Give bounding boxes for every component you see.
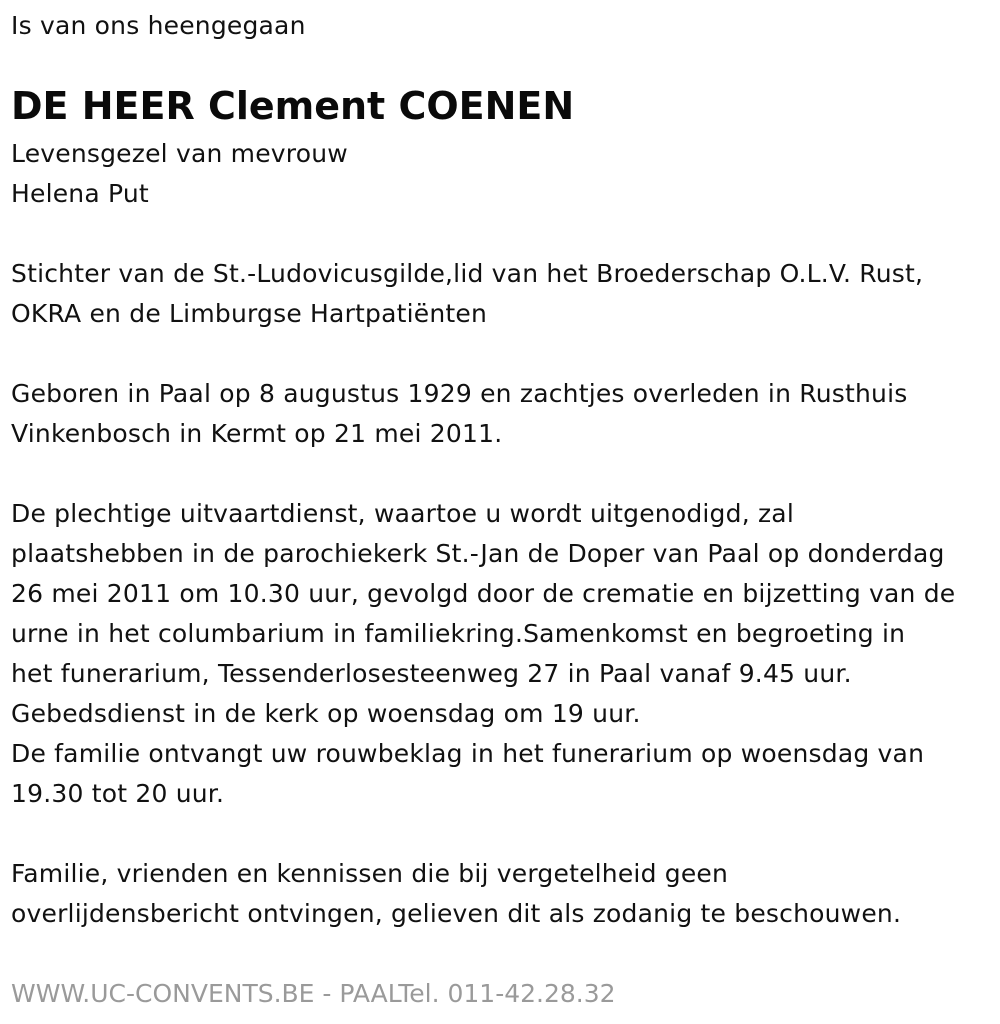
service-line: De familie ontvangt uw rouwbeklag in het funerarium op woensdag van bbox=[11, 739, 925, 768]
notice-block bbox=[11, 854, 901, 934]
intro-line: Is van ons heengegaan bbox=[11, 11, 306, 40]
service-line: urne in het columbarium in familiekring.Samenkomst en begroeting in bbox=[11, 619, 906, 648]
service-line: 19.30 tot 20 uur. bbox=[11, 779, 225, 808]
funeral-service-block bbox=[11, 494, 955, 814]
founder-line: Stichter van de St.-Ludovicusgilde,lid van het Broederschap O.L.V. Rust, bbox=[11, 259, 924, 288]
notice-line: Familie, vrienden en kennissen die bij vergetelheid geen bbox=[11, 859, 729, 888]
founder-block bbox=[11, 254, 923, 334]
service-line: 26 mei 2011 om 10.30 uur, gevolgd door de crematie en bijzetting van de bbox=[11, 579, 956, 608]
service-line: De plechtige uitvaartdienst, waartoe u wordt uitgenodigd, zal bbox=[11, 499, 794, 528]
partner-line: Helena Put bbox=[11, 179, 149, 208]
partner-block bbox=[11, 134, 348, 214]
deceased-name: DE HEER Clement COENEN bbox=[11, 84, 575, 128]
birth-death-line: Vinkenbosch in Kermt op 21 mei 2011. bbox=[11, 419, 503, 448]
founder-line: OKRA en de Limburgse Hartpatiënten bbox=[11, 299, 488, 328]
birth-death-line: Geboren in Paal op 8 augustus 1929 en zachtjes overleden in Rusthuis bbox=[11, 379, 908, 408]
notice-line: overlijdensbericht ontvingen, gelieven dit als zodanig te beschouwen. bbox=[11, 899, 902, 928]
partner-line: Levensgezel van mevrouw bbox=[11, 139, 348, 168]
service-line: Gebedsdienst in de kerk op woensdag om 19 uur. bbox=[11, 699, 641, 728]
service-line: plaatshebben in de parochiekerk St.-Jan de Doper van Paal op donderdag bbox=[11, 539, 945, 568]
service-line: het funerarium, Tessenderlosesteenweg 27 in Paal vanaf 9.45 uur. bbox=[11, 659, 852, 688]
birth-death-block bbox=[11, 374, 907, 454]
footer-contact: WWW.UC-CONVENTS.BE - PAALTel. 011-42.28.32 bbox=[11, 979, 616, 1008]
